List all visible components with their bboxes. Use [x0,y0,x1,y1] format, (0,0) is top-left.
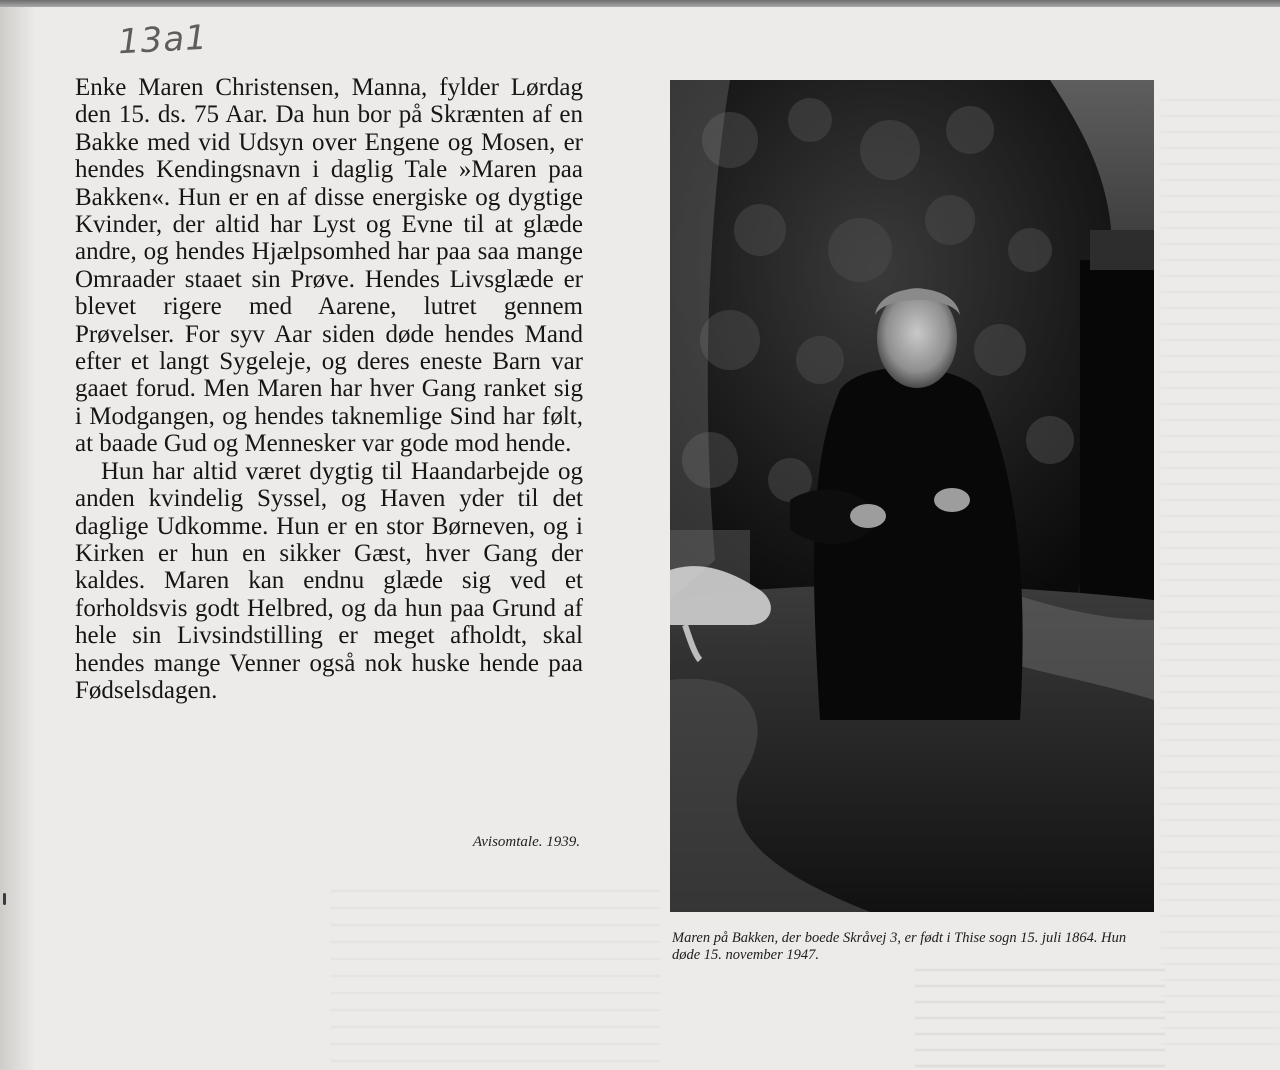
page-top-edge [0,0,1280,7]
page-speck [3,893,6,905]
photo-caption: Maren på Bakken, der boede Skråvej 3, er født i Thise sogn 15. juli 1864. Hun døde 15. november 1947. [672,930,1127,963]
bleed-through-text-bottom [330,880,660,1070]
bleed-through-text-right [1160,90,1280,1050]
bleed-through-text-caption [915,960,1165,1070]
handwritten-page-note: 13a1 [117,17,209,63]
portrait-photo-illustration [670,80,1154,912]
article-text [75,74,583,704]
article-paragraph-1: Enke Maren Christensen, Manna, fylder Lørdag den 15. ds. 75 Aar. Da hun bor på Skrænten af en Bakke med vid Udsyn over Engene og Mosen, er hendes Kendingsnavn i daglig Tale »Maren paa Bakken«. Hun er en af disse energiske og dygtige Kvinder, der altid har Lyst og Evne til at glæde andre, og hendes Hjælpsomhed har paa saa mange Omraader staaet sin Prøve. Hendes Livsglæde er blevet rigere med Aarene, lutret gennem Prøvelser. For syv Aar siden døde hendes Mand efter et langt Sygeleje, og deres eneste Barn var gaaet forud. Men Maren har hver Gang ranket sig i Modgangen, og hendes taknemlige Sind har følt, at baade Gud og Mennesker var gode mod hende. [75,74,583,458]
portrait-photo [670,80,1154,912]
article-paragraph-2: Hun har altid været dygtig til Haandarbejde og anden kvindelig Syssel, og Haven yder til det daglige Udkomme. Hun er en stor Børneven, og i Kirken er hun en sikker Gæst, hver Gang der kaldes. Maren kan endnu glæde sig ved et forholdsvis godt Helbred, og da hun paa Grund af hele sin Livsindstilling er meget afholdt, skal hendes mange Venner også nok huske hende paa Fødselsdagen. [75,457,583,704]
book-spine-shadow [0,7,36,1070]
article-source: Avisomtale. 1939. [472,834,580,850]
